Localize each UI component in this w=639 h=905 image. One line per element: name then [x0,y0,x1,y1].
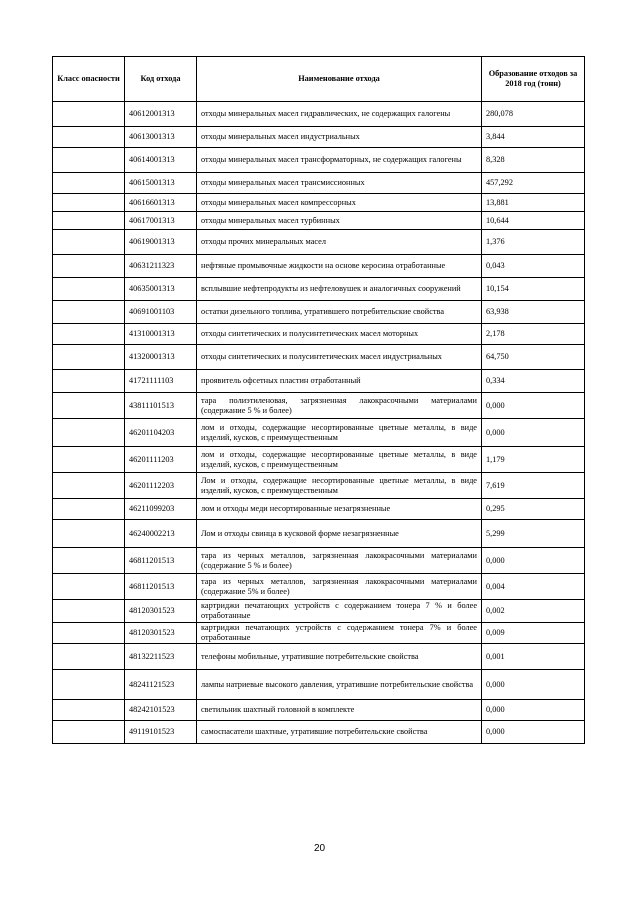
waste-name-text: лампы натриевые высокого давления, утратившие потребительские свойства [201,679,474,689]
waste-name-text: отходы прочих минеральных масел [201,237,326,246]
cell-waste-name [197,127,482,148]
table-row [53,194,585,212]
waste-name-text: картриджи печатающих устройств с содержанием тонера 7 % и более отработанные [201,601,477,620]
cell-hazard-class [53,548,125,574]
cell-waste-amount: 10,644 [482,212,585,230]
waste-name-text: тара из черных металлов, загрязненная лакокрасочными материалами (содержание 5% и более) [201,576,477,596]
cell-waste-code: 43811101513 [125,393,197,419]
table-row [53,548,585,574]
cell-waste-amount: 5,299 [482,520,585,548]
cell-waste-name [197,278,482,301]
table-row [53,574,585,600]
cell-waste-amount: 0,043 [482,255,585,278]
cell-hazard-class [53,700,125,721]
table-header-row [53,57,585,102]
cell-hazard-class [53,230,125,255]
cell-waste-name [197,148,482,173]
cell-hazard-class [53,623,125,644]
page-number: 20 [313,843,326,854]
cell-waste-code: 46201112203 [125,473,197,499]
waste-name-text: тара полиэтиленовая, загрязненная лакокрасочными материалами (содержание 5 % и более) [201,395,477,415]
waste-name-text: лом и отходы, содержащие несортированные цветные металлы, в виде изделий, кусков, с преимущественным [201,422,477,442]
table-row [53,102,585,127]
waste-name-text: светильник шахтный головной в комплекте [201,705,355,714]
cell-waste-amount: 64,750 [482,345,585,370]
cell-waste-name [197,173,482,194]
cell-waste-name [197,301,482,324]
waste-name-text: отходы синтетических и полусинтетических масел моторных [201,329,419,338]
cell-hazard-class [53,102,125,127]
cell-waste-amount: 0,002 [482,600,585,623]
cell-hazard-class [53,419,125,447]
cell-waste-code: 40613001313 [125,127,197,148]
cell-waste-amount: 0,000 [482,548,585,574]
table-row [53,623,585,644]
cell-waste-code: 40617001313 [125,212,197,230]
cell-hazard-class [53,370,125,393]
table-row [53,393,585,419]
cell-waste-amount: 0,009 [482,623,585,644]
waste-name-text: отходы минеральных масел компрессорных [201,197,356,207]
cell-hazard-class [53,447,125,473]
cell-waste-code: 48241121523 [125,670,197,700]
table-row [53,700,585,721]
cell-waste-amount: 0,000 [482,721,585,744]
cell-waste-code: 40631211323 [125,255,197,278]
cell-waste-amount: 0,295 [482,499,585,520]
table-row [53,127,585,148]
cell-waste-code: 41721111103 [125,370,197,393]
waste-name-text: Лом и отходы свинца в кусковой форме незагрязненные [201,528,399,538]
cell-waste-code: 41310001313 [125,324,197,345]
waste-name-text: отходы синтетических и полусинтетических масел индустриальных [201,352,442,361]
cell-waste-name [197,212,482,230]
cell-waste-name [197,548,482,574]
cell-waste-amount: 0,004 [482,574,585,600]
cell-waste-amount: 13,881 [482,194,585,212]
table-row [53,230,585,255]
waste-name-text: остатки дизельного топлива, утратившего потребительские свойства [201,307,445,316]
table-row [53,499,585,520]
waste-name-text: лом и отходы меди несортированные незагрязненные [201,504,391,513]
waste-name-text: отходы минеральных масел трансформаторных, не содержащих галогены [201,155,462,164]
cell-waste-name [197,370,482,393]
header-waste-name: Наименование отхода [197,57,482,102]
cell-waste-amount: 0,000 [482,419,585,447]
cell-waste-amount: 457,292 [482,173,585,194]
cell-waste-name [197,194,482,212]
waste-name-text: картриджи печатающих устройств с содержанием тонера 7% и более отработанные [201,623,477,642]
table-row [53,721,585,744]
cell-hazard-class [53,670,125,700]
cell-hazard-class [53,600,125,623]
cell-waste-code: 40691001103 [125,301,197,324]
cell-waste-name [197,419,482,447]
cell-waste-name [197,393,482,419]
cell-hazard-class [53,278,125,301]
waste-name-text: отходы минеральных масел трансмиссионных [201,178,365,187]
cell-waste-code: 48242101523 [125,700,197,721]
cell-waste-amount: 280,078 [482,102,585,127]
table-row [53,255,585,278]
cell-waste-code: 40616601313 [125,194,197,212]
header-waste-code: Код отхода [125,57,197,102]
cell-waste-name [197,721,482,744]
cell-waste-name [197,623,482,644]
cell-waste-name [197,600,482,623]
cell-hazard-class [53,324,125,345]
cell-waste-amount: 1,376 [482,230,585,255]
cell-waste-code: 46811201513 [125,574,197,600]
cell-waste-name [197,670,482,700]
cell-hazard-class [53,173,125,194]
waste-name-text: отходы минеральных масел индустриальных [201,132,360,141]
waste-name-text: проявитель офсетных пластин отработанный [201,376,361,385]
waste-name-text: всплывшие нефтепродукты из нефтеловушек и аналогичных сооружений [201,284,461,293]
cell-waste-name [197,255,482,278]
table-row [53,473,585,499]
waste-name-text: самоспасатели шахтные, утратившие потребительские свойства [201,727,428,736]
cell-waste-name [197,102,482,127]
table-row [53,447,585,473]
table-row [53,278,585,301]
cell-waste-code: 40615001313 [125,173,197,194]
waste-name-text: тара из черных металлов, загрязненная лакокрасочными материалами (содержание 5 % и более) [201,550,477,570]
cell-hazard-class [53,499,125,520]
cell-waste-amount: 10,154 [482,278,585,301]
cell-waste-code: 48120301523 [125,600,197,623]
cell-waste-code: 40614001313 [125,148,197,173]
table-row [53,419,585,447]
cell-hazard-class [53,148,125,173]
table-row [53,173,585,194]
cell-waste-amount: 0,000 [482,670,585,700]
cell-waste-name [197,230,482,255]
cell-waste-amount: 0,000 [482,393,585,419]
cell-waste-amount: 1,179 [482,447,585,473]
cell-waste-amount: 63,938 [482,301,585,324]
cell-waste-amount: 0,000 [482,700,585,721]
cell-waste-code: 46201104203 [125,419,197,447]
cell-waste-name [197,473,482,499]
cell-waste-name [197,520,482,548]
cell-waste-code: 40612001313 [125,102,197,127]
cell-waste-amount: 2,178 [482,324,585,345]
cell-waste-code: 46811201513 [125,548,197,574]
cell-waste-amount: 3,844 [482,127,585,148]
waste-name-text: лом и отходы, содержащие несортированные цветные металлы, в виде изделий, кусков, с преимущественным [201,449,477,469]
cell-waste-code: 46201111203 [125,447,197,473]
cell-waste-amount: 8,328 [482,148,585,173]
cell-waste-code: 41320001313 [125,345,197,370]
header-waste-amount: Образование отходов за 2018 год (тонн) [482,57,585,102]
cell-waste-code: 46211099203 [125,499,197,520]
cell-hazard-class [53,393,125,419]
cell-waste-name [197,644,482,670]
table-row [53,345,585,370]
waste-name-text: Лом и отходы, содержащие несортированные цветные металлы, в виде изделий, кусков, с преимущественным [201,475,477,495]
cell-waste-name [197,574,482,600]
cell-hazard-class [53,212,125,230]
table-row [53,148,585,173]
cell-waste-name [197,700,482,721]
cell-hazard-class [53,721,125,744]
cell-hazard-class [53,574,125,600]
waste-table [52,56,585,744]
cell-waste-name [197,345,482,370]
table-row [53,212,585,230]
table-row [53,324,585,345]
waste-name-text: отходы минеральных масел гидравлических, не содержащих галогены [201,109,451,118]
cell-waste-amount: 0,001 [482,644,585,670]
cell-hazard-class [53,473,125,499]
cell-waste-code: 40635001313 [125,278,197,301]
cell-hazard-class [53,255,125,278]
cell-hazard-class [53,345,125,370]
cell-waste-code: 48120301523 [125,623,197,644]
cell-hazard-class [53,194,125,212]
cell-waste-amount: 0,334 [482,370,585,393]
cell-waste-code: 49119101523 [125,721,197,744]
table-row [53,520,585,548]
cell-hazard-class [53,644,125,670]
cell-waste-name [197,499,482,520]
table-row [53,644,585,670]
cell-waste-code: 46240002213 [125,520,197,548]
cell-waste-name [197,324,482,345]
header-hazard-class: Класс опасности [53,57,125,102]
cell-hazard-class [53,127,125,148]
table-row [53,370,585,393]
table-body [53,102,585,744]
cell-hazard-class [53,301,125,324]
table-row [53,301,585,324]
cell-waste-name [197,447,482,473]
cell-waste-code: 40619001313 [125,230,197,255]
waste-name-text: нефтяные промывочные жидкости на основе керосина отработанные [201,261,446,270]
cell-hazard-class [53,520,125,548]
cell-waste-amount: 7,619 [482,473,585,499]
table-row [53,670,585,700]
table-row [53,600,585,623]
waste-name-text: отходы минеральных масел турбинных [201,215,340,225]
cell-waste-code: 48132211523 [125,644,197,670]
waste-name-text: телефоны мобильные, утратившие потребительские свойства [201,651,419,661]
